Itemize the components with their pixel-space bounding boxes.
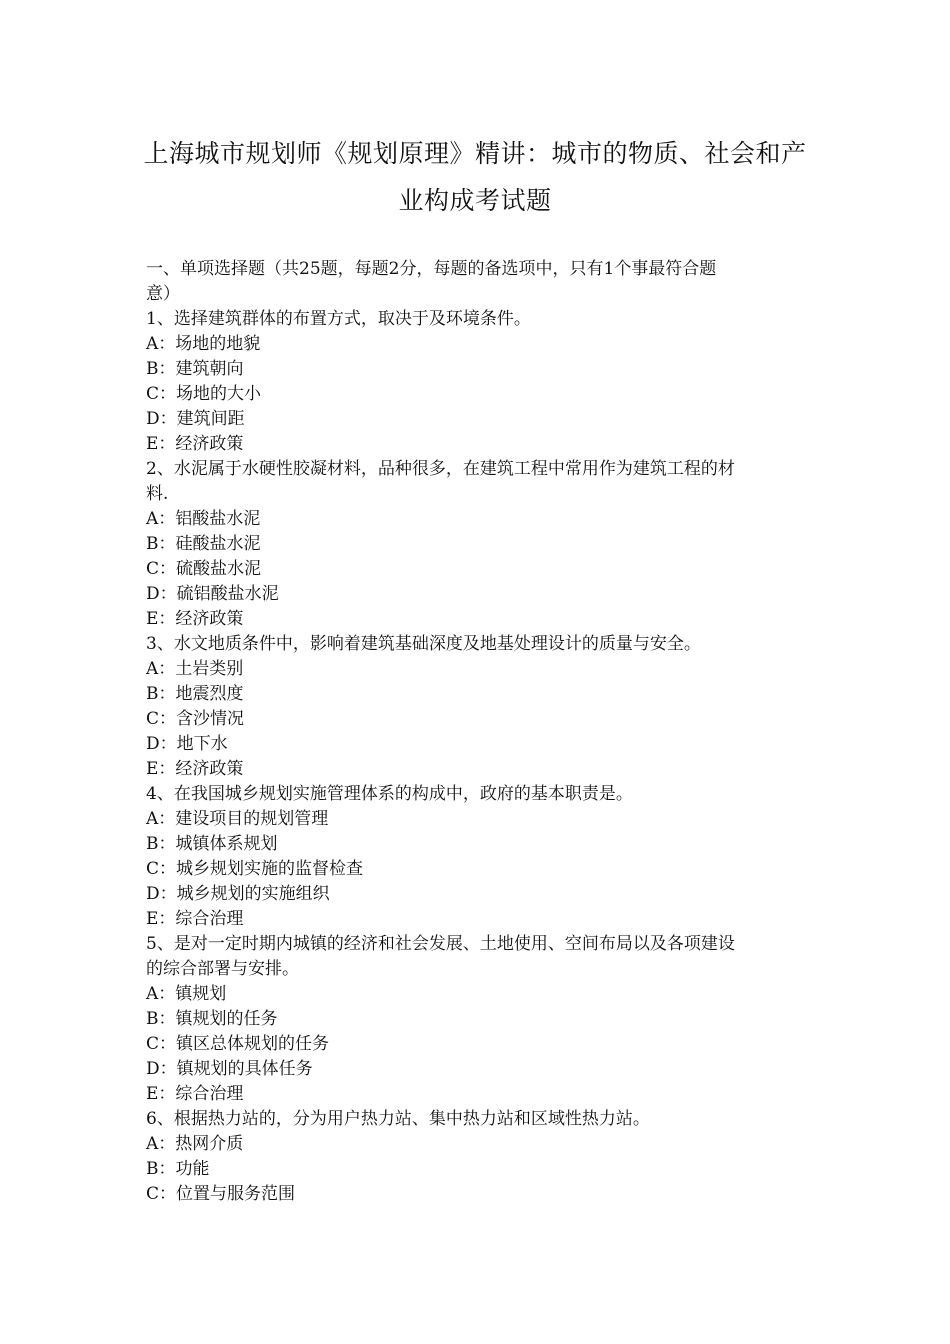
option-b: B：功能 [146,1159,210,1179]
document-title [130,130,820,224]
question-1 [146,307,816,457]
option-d: D：城乡规划的实施组织 [146,884,330,904]
question-stem: 1、选择建筑群体的布置方式，取决于及环境条件。 [146,309,531,329]
option-c: C：硫酸盐水泥 [146,559,262,579]
option-d: D：地下水 [146,734,228,754]
option-a: A：镇规划 [146,984,227,1004]
question-2 [146,457,816,632]
option-b: B：城镇体系规划 [146,834,278,854]
option-c: C：城乡规划实施的监督检查 [146,859,364,879]
option-b: B：镇规划的任务 [146,1009,278,1029]
option-b: B：地震烈度 [146,684,244,704]
question-stem: 2、水泥属于水硬性胶凝材料，品种很多，在建筑工程中常用作为建筑工程的材 [146,459,735,479]
title-line-1: 上海城市规划师《规划原理》精讲：城市的物质、社会和产 [143,139,807,168]
title-line-2: 业构成考试题 [398,186,552,215]
option-a: A：场地的地貌 [146,334,261,354]
option-e: E：经济政策 [146,759,244,779]
question-4 [146,782,816,932]
question-stem: 6、根据热力站的，分为用户热力站、集中热力站和区域性热力站。 [146,1109,650,1129]
question-stem-continued: 料. [146,484,169,504]
option-a: A：建设项目的规划管理 [146,809,329,829]
option-d: D：镇规划的具体任务 [146,1059,313,1079]
option-d: D：硫铝酸盐水泥 [146,584,279,604]
question-stem: 4、在我国城乡规划实施管理体系的构成中，政府的基本职责是。 [146,784,633,804]
option-e: E：综合治理 [146,1084,244,1104]
option-c: C：场地的大小 [146,384,262,404]
section-heading-line-2: 意） [146,284,180,304]
option-c: C：镇区总体规划的任务 [146,1034,330,1054]
question-stem: 5、是对一定时期内城镇的经济和社会发展、土地使用、空间布局以及各项建设 [146,934,735,954]
question-5 [146,932,816,1107]
section-heading-line-1: 一、单项选择题（共25题，每题2分，每题的备选项中，只有1个事最符合题 [146,259,717,279]
option-b: B：建筑朝向 [146,359,244,379]
option-e: E：经济政策 [146,609,244,629]
option-c: C：位置与服务范围 [146,1184,296,1204]
document-body [146,257,816,1207]
option-e: E：综合治理 [146,909,244,929]
question-stem: 3、水文地质条件中，影响着建筑基础深度及地基处理设计的质量与安全。 [146,634,701,654]
option-a: A：铝酸盐水泥 [146,509,261,529]
option-e: E：经济政策 [146,434,244,454]
question-3 [146,632,816,782]
option-a: A：土岩类别 [146,659,244,679]
question-stem-continued: 的综合部署与安排。 [146,959,299,979]
question-6 [146,1107,816,1207]
option-c: C：含沙情况 [146,709,245,729]
option-a: A：热网介质 [146,1134,244,1154]
option-b: B：硅酸盐水泥 [146,534,261,554]
option-d: D：建筑间距 [146,409,245,429]
